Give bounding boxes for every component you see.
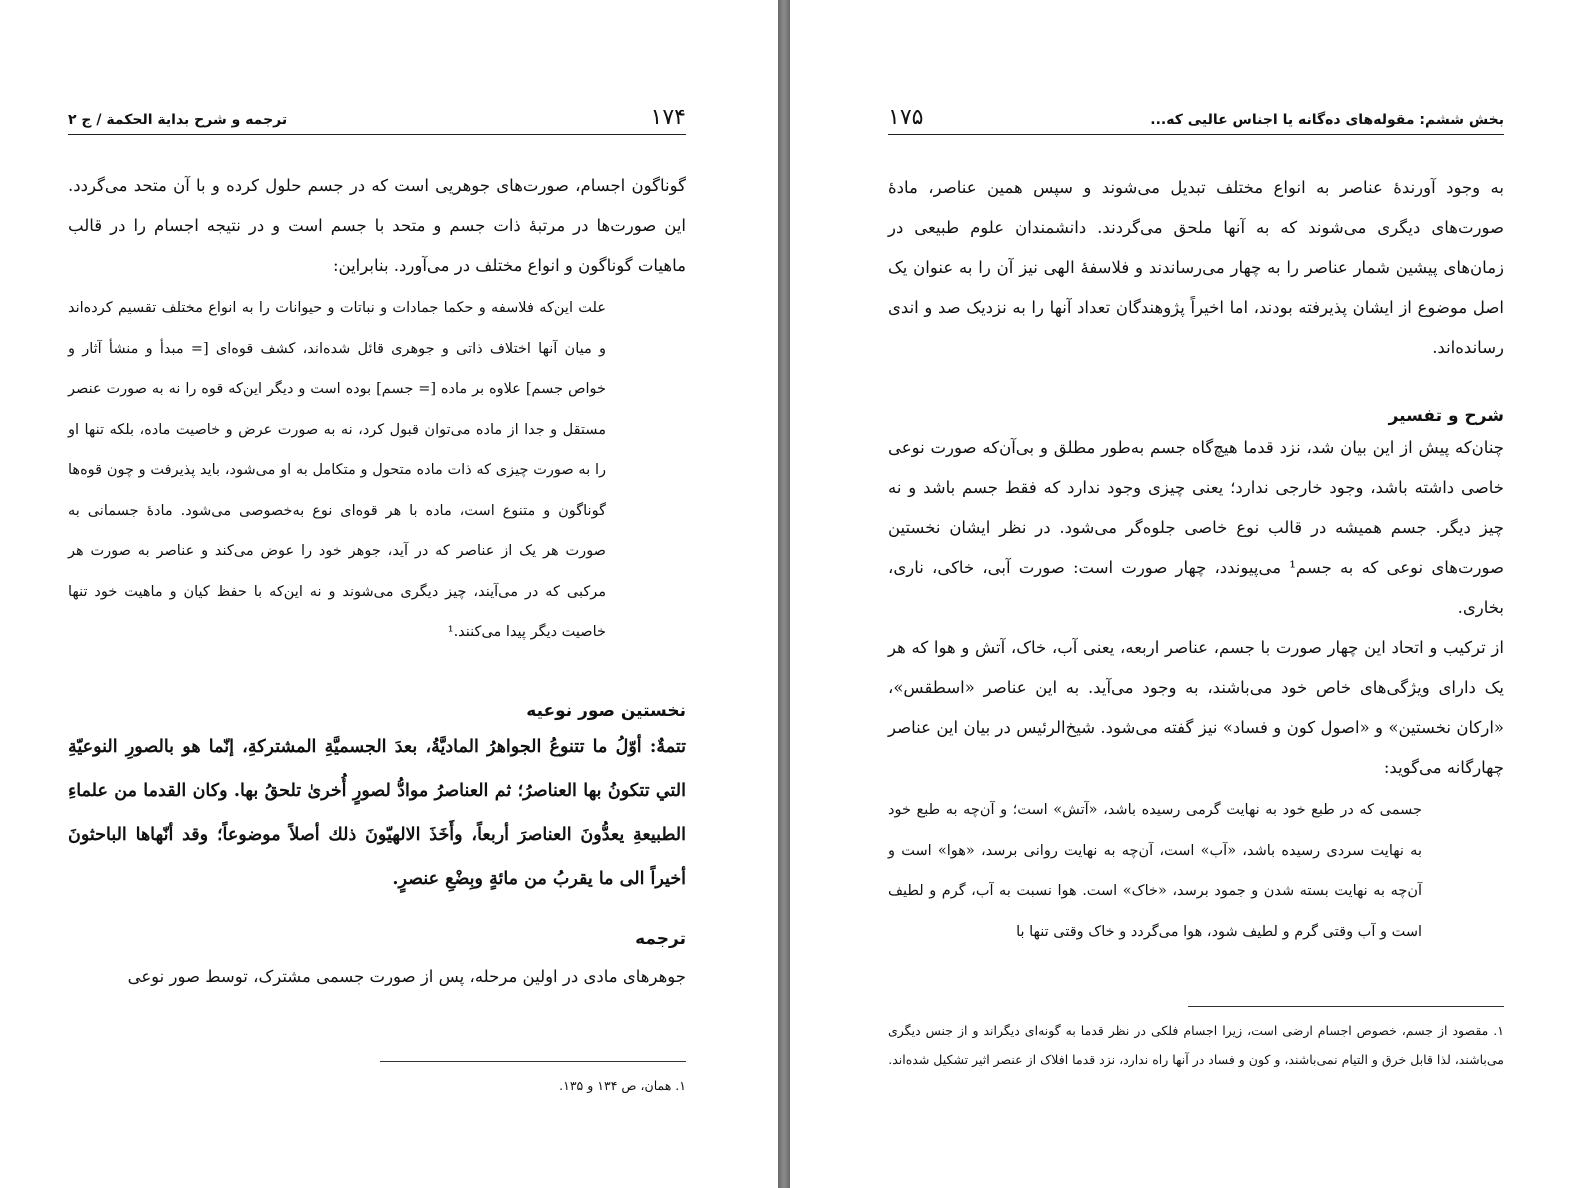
right-page <box>790 0 1582 1188</box>
footnote: ۱. مقصود از جسم، خصوص اجسام ارضی است، زیرا اجسام فلکی در نظر قدما به گونه‌ای دیگراند و از جنس دیگری می‌باشند، لذا قابل خرق و التیام نمی‌باشند، و کون و فساد در آنها راه ندارد، نزد قدما افلاک از عنصر اثیر تشکیل شده‌اند. <box>888 1023 1504 1067</box>
footnote-rule <box>1188 1006 1504 1007</box>
header-title: ترجمه و شرح بداية الحکمة / ج ۲ <box>68 112 288 128</box>
body-paragraph: گوناگون اجسام، صورت‌های جوهریی است که در جسم حلول کرده و با آن متحد می‌گردد. این صورت‌ها در مرتبهٔ ذات جسم و متحد با جسم است و در نتیجه اجسام را در قالب ماهیات گوناگون و انواع مختلف در می‌آورد. بنابراین: <box>68 176 686 275</box>
block-quote: علت این‌که فلاسفه و حکما جمادات و نباتات و حیوانات را به انواع مختلف تقسیم کرده‌اند و میان آنها اختلاف ذاتی و جوهری قائل شده‌اند، کشف قوه‌ای [= مبدأ و منشأ آثار و خواص جسم] علاوه بر ماده [= جسم] بوده است و دیگر این‌که قوه را نه به صورت عنصر مستقل و جدا از ماده می‌توان قبول کرد، نه به صورت عرض و خاصیت ماده، بلکه تنها او را به صورت چیزی که ذات ماده متحول و متکامل به او می‌شود، باید پذیرفت و چون قوه‌ها گوناگون و متنوع است، ماده با هر قوه‌ای نوع به‌خصوصی می‌شود. مادهٔ جسمانی به صورت هر یک از عناصر که در آید، جوهر خود را عوض می‌کند و عناصر به صورت هر مرکبی که در می‌آیند، چیز دیگری می‌شوند و نه این‌که با حفظ کیان و ماهیت خود تنها خاصیت دیگر پیدا می‌کنند.¹ <box>68 300 606 640</box>
arabic-text: تتمةٌ: أوّلُ ما تتنوعُ الجواهرُ الماديَّةُ، بعدَ الجسميَّةِ المشترکةِ، إنّما هو بالصورِ النوعيّةِ التي تتكونُ بها العناصرُ؛ ثم العناصرُ موادُّ لصورٍ أُخرىٰ تلحقُ بها. وكان القدما من علماءِ الطبيعةِ يعدُّونَ العناصرَ أربعاً، وأَخَذَ الالهيّونَ ذلك أصلاً موضوعاً؛ وقد أنّهاها الباحثونَ أخيراً الى ما يقربُ من مائةٍ وبِضْعِ عنصرٍ. <box>68 736 686 889</box>
footnote: ۱. همان، ص ۱۳۴ و ۱۳۵. <box>559 1078 686 1093</box>
section-heading: شرح و تفسیر <box>1388 406 1504 426</box>
footnote-rule <box>380 1061 686 1062</box>
page-body <box>68 166 686 997</box>
body-paragraph: از ترکیب و اتحاد این چهار صورت با جسم، عناصر اربعه، یعنی آب، خاک، آتش و هوا که هر یک دارای ویژگی‌های خاص خود می‌باشند، به وجود می‌آید. به این عناصر «اسطقس»، «ارکان نخستین» و «اصول کون و فساد» نیز گفته می‌شود. شیخ‌الرئیس در بیان این عناصر چهارگانه می‌گوید: <box>888 638 1504 777</box>
page-body <box>888 168 1504 952</box>
header-title: بخش ششم: مقوله‌های ده‌گانه یا اجناس عالیی که... <box>1150 112 1504 128</box>
section-heading: نخستین صور نوعیه <box>526 700 686 721</box>
running-head <box>68 102 686 135</box>
body-paragraph: چنان‌که پیش از این بیان شد، نزد قدما هیچ‌گاه جسم به‌طور مطلق و بی‌آن‌که صورت نوعی خاصی داشته باشد، وجود خارجی ندارد؛ یعنی چیزی وجود ندارد که فقط جسم باشد و نه چیز دیگر. جسم همیشه در قالب نوع خاصی جلوه‌گر می‌شود. در نظر ایشان نخستین صورت‌های نوعی که به جسم¹ می‌پیوندد، چهار صورت است: صورت آبی، خاکی، ناری، بخاری. <box>888 438 1505 617</box>
running-head <box>888 102 1504 135</box>
book-spine <box>778 0 790 1188</box>
page-number: ۱۷۴ <box>650 105 686 130</box>
section-heading: ترجمه <box>635 928 686 949</box>
body-paragraph: جوهرهای مادی در اولین مرحله، پس از صورت جسمی مشترک، توسط صور نوعی <box>127 966 686 986</box>
left-page <box>0 0 778 1188</box>
body-paragraph: به وجود آورندهٔ عناصر به انواع مختلف تبدیل می‌شوند و سپس همین عناصر، مادهٔ صورت‌های دیگری می‌شوند که به آنها ملحق می‌گردند. دانشمندان علوم طبیعی در زمان‌های پیشین شمار عناصر را به چهار می‌رساندند و فلاسفهٔ الهی نیز آن را به عنوان یک اصل موضوع از ایشان پذیرفته بودند، اما اخیراً پژوهندگان تعداد آنها را به نزدیک صد و اندی رسانده‌اند. <box>888 178 1504 357</box>
page-number: ۱۷۵ <box>888 105 924 130</box>
block-quote: جسمی که در طبع خود به نهایت گرمی رسیده باشد، «آتش» است؛ و آن‌چه به طبع خود به نهایت سردی رسیده باشد، «آب» است، آن‌چه به نهایت روانی برسد، «هوا» است و آن‌چه به نهایت بسته شدن و جمود برسد، «خاک» است. هوا نسبت به آب، گرم و لطیف است و آب وقتی گرم و لطیف شود، هوا می‌گردد و خاک وقتی تنها با <box>888 802 1422 940</box>
